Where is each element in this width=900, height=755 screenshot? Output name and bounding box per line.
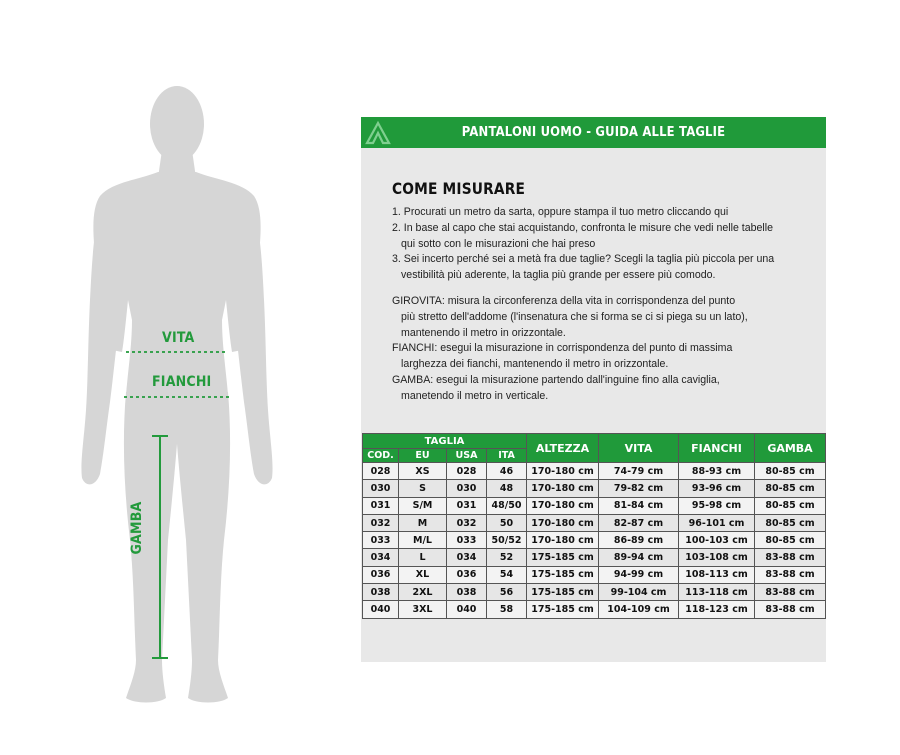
step-2-line-1: 2. In base al capo che stai acquistando, confronta le misure che vedi nelle tabelle — [392, 221, 774, 234]
table-cell: 031 — [447, 497, 487, 514]
section-title: COME MISURARE — [392, 179, 526, 198]
table-cell: XS — [399, 463, 447, 480]
table-cell: 96-101 cm — [679, 514, 755, 531]
steps-list — [392, 205, 817, 284]
table-row — [363, 549, 826, 566]
table-cell: 175-185 cm — [527, 566, 599, 583]
table-cell: 030 — [363, 480, 399, 497]
table-cell: 50 — [487, 514, 527, 531]
definition-girovita — [392, 294, 817, 341]
table-cell: 93-96 cm — [679, 480, 755, 497]
table-cell: 48/50 — [487, 497, 527, 514]
size-guide-card — [361, 117, 826, 662]
table-body — [363, 463, 826, 619]
table-cell: 028 — [447, 463, 487, 480]
table-cell: 038 — [447, 584, 487, 601]
header-ita: ITA — [487, 449, 527, 463]
table-cell: 3XL — [399, 601, 447, 618]
table-cell: 100-103 cm — [679, 532, 755, 549]
table-cell: 032 — [447, 514, 487, 531]
table-cell: XL — [399, 566, 447, 583]
table-cell: 033 — [363, 532, 399, 549]
table-cell: S — [399, 480, 447, 497]
definition-line: larghezza dei fianchi, mantenendo il metro in orizzontale. — [401, 358, 669, 371]
table-cell: 81-84 cm — [599, 497, 679, 514]
table-cell: 58 — [487, 601, 527, 618]
table-row — [363, 480, 826, 497]
card-title: PANTALONI UOMO - GUIDA ALLE TAGLIE — [461, 124, 726, 140]
table-cell: 108-113 cm — [679, 566, 755, 583]
step-1 — [392, 205, 817, 221]
hips-label: FIANCHI — [152, 374, 212, 390]
table-cell: 036 — [447, 566, 487, 583]
table-cell: 175-185 cm — [527, 549, 599, 566]
table-cell: 79-82 cm — [599, 480, 679, 497]
table-cell: L — [399, 549, 447, 566]
table-row — [363, 532, 826, 549]
definition-line: GAMBA: esegui la misurazione partendo dall'inguine fino alla caviglia, — [392, 373, 720, 386]
table-cell: 88-93 cm — [679, 463, 755, 480]
table-cell: 030 — [447, 480, 487, 497]
definition-fianchi — [392, 341, 817, 373]
header-fianchi: FIANCHI — [679, 434, 755, 463]
definition-line: manetendo il metro in verticale. — [401, 389, 549, 402]
table-cell: 175-185 cm — [527, 584, 599, 601]
table-cell: 48 — [487, 480, 527, 497]
table-cell: 040 — [447, 601, 487, 618]
table-cell: 028 — [363, 463, 399, 480]
table-cell: 99-104 cm — [599, 584, 679, 601]
header-vita: VITA — [599, 434, 679, 463]
table-cell: 170-180 cm — [527, 480, 599, 497]
figure-right-leg — [176, 392, 230, 703]
table-cell: 170-180 cm — [527, 532, 599, 549]
table-row — [363, 601, 826, 618]
table-cell: 80-85 cm — [755, 532, 826, 549]
definition-line: FIANCHI: esegui la misurazione in corrispondenza del punto di massima — [392, 342, 733, 355]
step-3-line-2: vestibilità più aderente, la taglia più grande per essere più comodo. — [401, 269, 716, 282]
table-cell: 74-79 cm — [599, 463, 679, 480]
table-cell: 170-180 cm — [527, 514, 599, 531]
step-2 — [392, 221, 817, 253]
header-gamba: GAMBA — [755, 434, 826, 463]
table-cell: 46 — [487, 463, 527, 480]
table-row — [363, 514, 826, 531]
table-cell: M — [399, 514, 447, 531]
table-cell: 170-180 cm — [527, 463, 599, 480]
definitions-list — [392, 294, 817, 405]
table-cell: 83-88 cm — [755, 601, 826, 618]
table-cell: 038 — [363, 584, 399, 601]
header-usa: USA — [447, 449, 487, 463]
header-cod: COD. — [363, 449, 399, 463]
table-cell: 104-109 cm — [599, 601, 679, 618]
table-cell: 83-88 cm — [755, 584, 826, 601]
definition-line: GIROVITA: misura la circonferenza della vita in corrispondenza del punto — [392, 295, 736, 307]
header-taglia: TAGLIA — [363, 434, 527, 449]
table-cell: 80-85 cm — [755, 463, 826, 480]
step-1-line: 1. Procurati un metro da sarta, oppure stampa il tuo metro cliccando qui — [392, 206, 729, 218]
table-row — [363, 463, 826, 480]
waist-label: VITA — [162, 330, 195, 346]
table-cell: 032 — [363, 514, 399, 531]
card-header — [361, 117, 826, 148]
table-cell: 56 — [487, 584, 527, 601]
table-cell: 54 — [487, 566, 527, 583]
table-cell: 113-118 cm — [679, 584, 755, 601]
table-cell: 80-85 cm — [755, 480, 826, 497]
table-cell: 82-87 cm — [599, 514, 679, 531]
table-cell: 95-98 cm — [679, 497, 755, 514]
brand-logo-icon — [363, 119, 393, 147]
table-cell: 2XL — [399, 584, 447, 601]
table-cell: 103-108 cm — [679, 549, 755, 566]
table-cell: 040 — [363, 601, 399, 618]
table-cell: 83-88 cm — [755, 566, 826, 583]
header-eu: EU — [399, 449, 447, 463]
table-cell: M/L — [399, 532, 447, 549]
table-row — [363, 584, 826, 601]
size-table — [362, 433, 826, 619]
table-cell: 118-123 cm — [679, 601, 755, 618]
table-cell: S/M — [399, 497, 447, 514]
table-cell: 52 — [487, 549, 527, 566]
table-cell: 80-85 cm — [755, 514, 826, 531]
table-cell: 83-88 cm — [755, 549, 826, 566]
step-3-line-1: 3. Sei incerto perché sei a metà fra due taglie? Scegli la taglia più piccola per una — [392, 253, 775, 266]
table-cell: 80-85 cm — [755, 497, 826, 514]
table-cell: 50/52 — [487, 532, 527, 549]
leg-label: GAMBA — [129, 501, 145, 555]
table-cell: 94-99 cm — [599, 566, 679, 583]
definition-line: più stretto dell'addome (l'insenatura che si forma se ci si piega su un lato), — [401, 310, 748, 323]
table-row — [363, 566, 826, 583]
header-altezza: ALTEZZA — [527, 434, 599, 463]
table-cell: 034 — [447, 549, 487, 566]
table-cell: 034 — [363, 549, 399, 566]
table-cell: 86-89 cm — [599, 532, 679, 549]
table-cell: 170-180 cm — [527, 497, 599, 514]
definition-line: mantenendo il metro in orizzontale. — [401, 326, 566, 339]
table-cell: 175-185 cm — [527, 601, 599, 618]
table-cell: 031 — [363, 497, 399, 514]
table-cell: 89-94 cm — [599, 549, 679, 566]
body-figure — [0, 0, 360, 750]
table-row — [363, 497, 826, 514]
table-cell: 036 — [363, 566, 399, 583]
step-3 — [392, 252, 817, 284]
table-cell: 033 — [447, 532, 487, 549]
step-2-line-2: qui sotto con le misurazioni che hai preso — [401, 237, 596, 250]
definition-gamba — [392, 373, 817, 405]
